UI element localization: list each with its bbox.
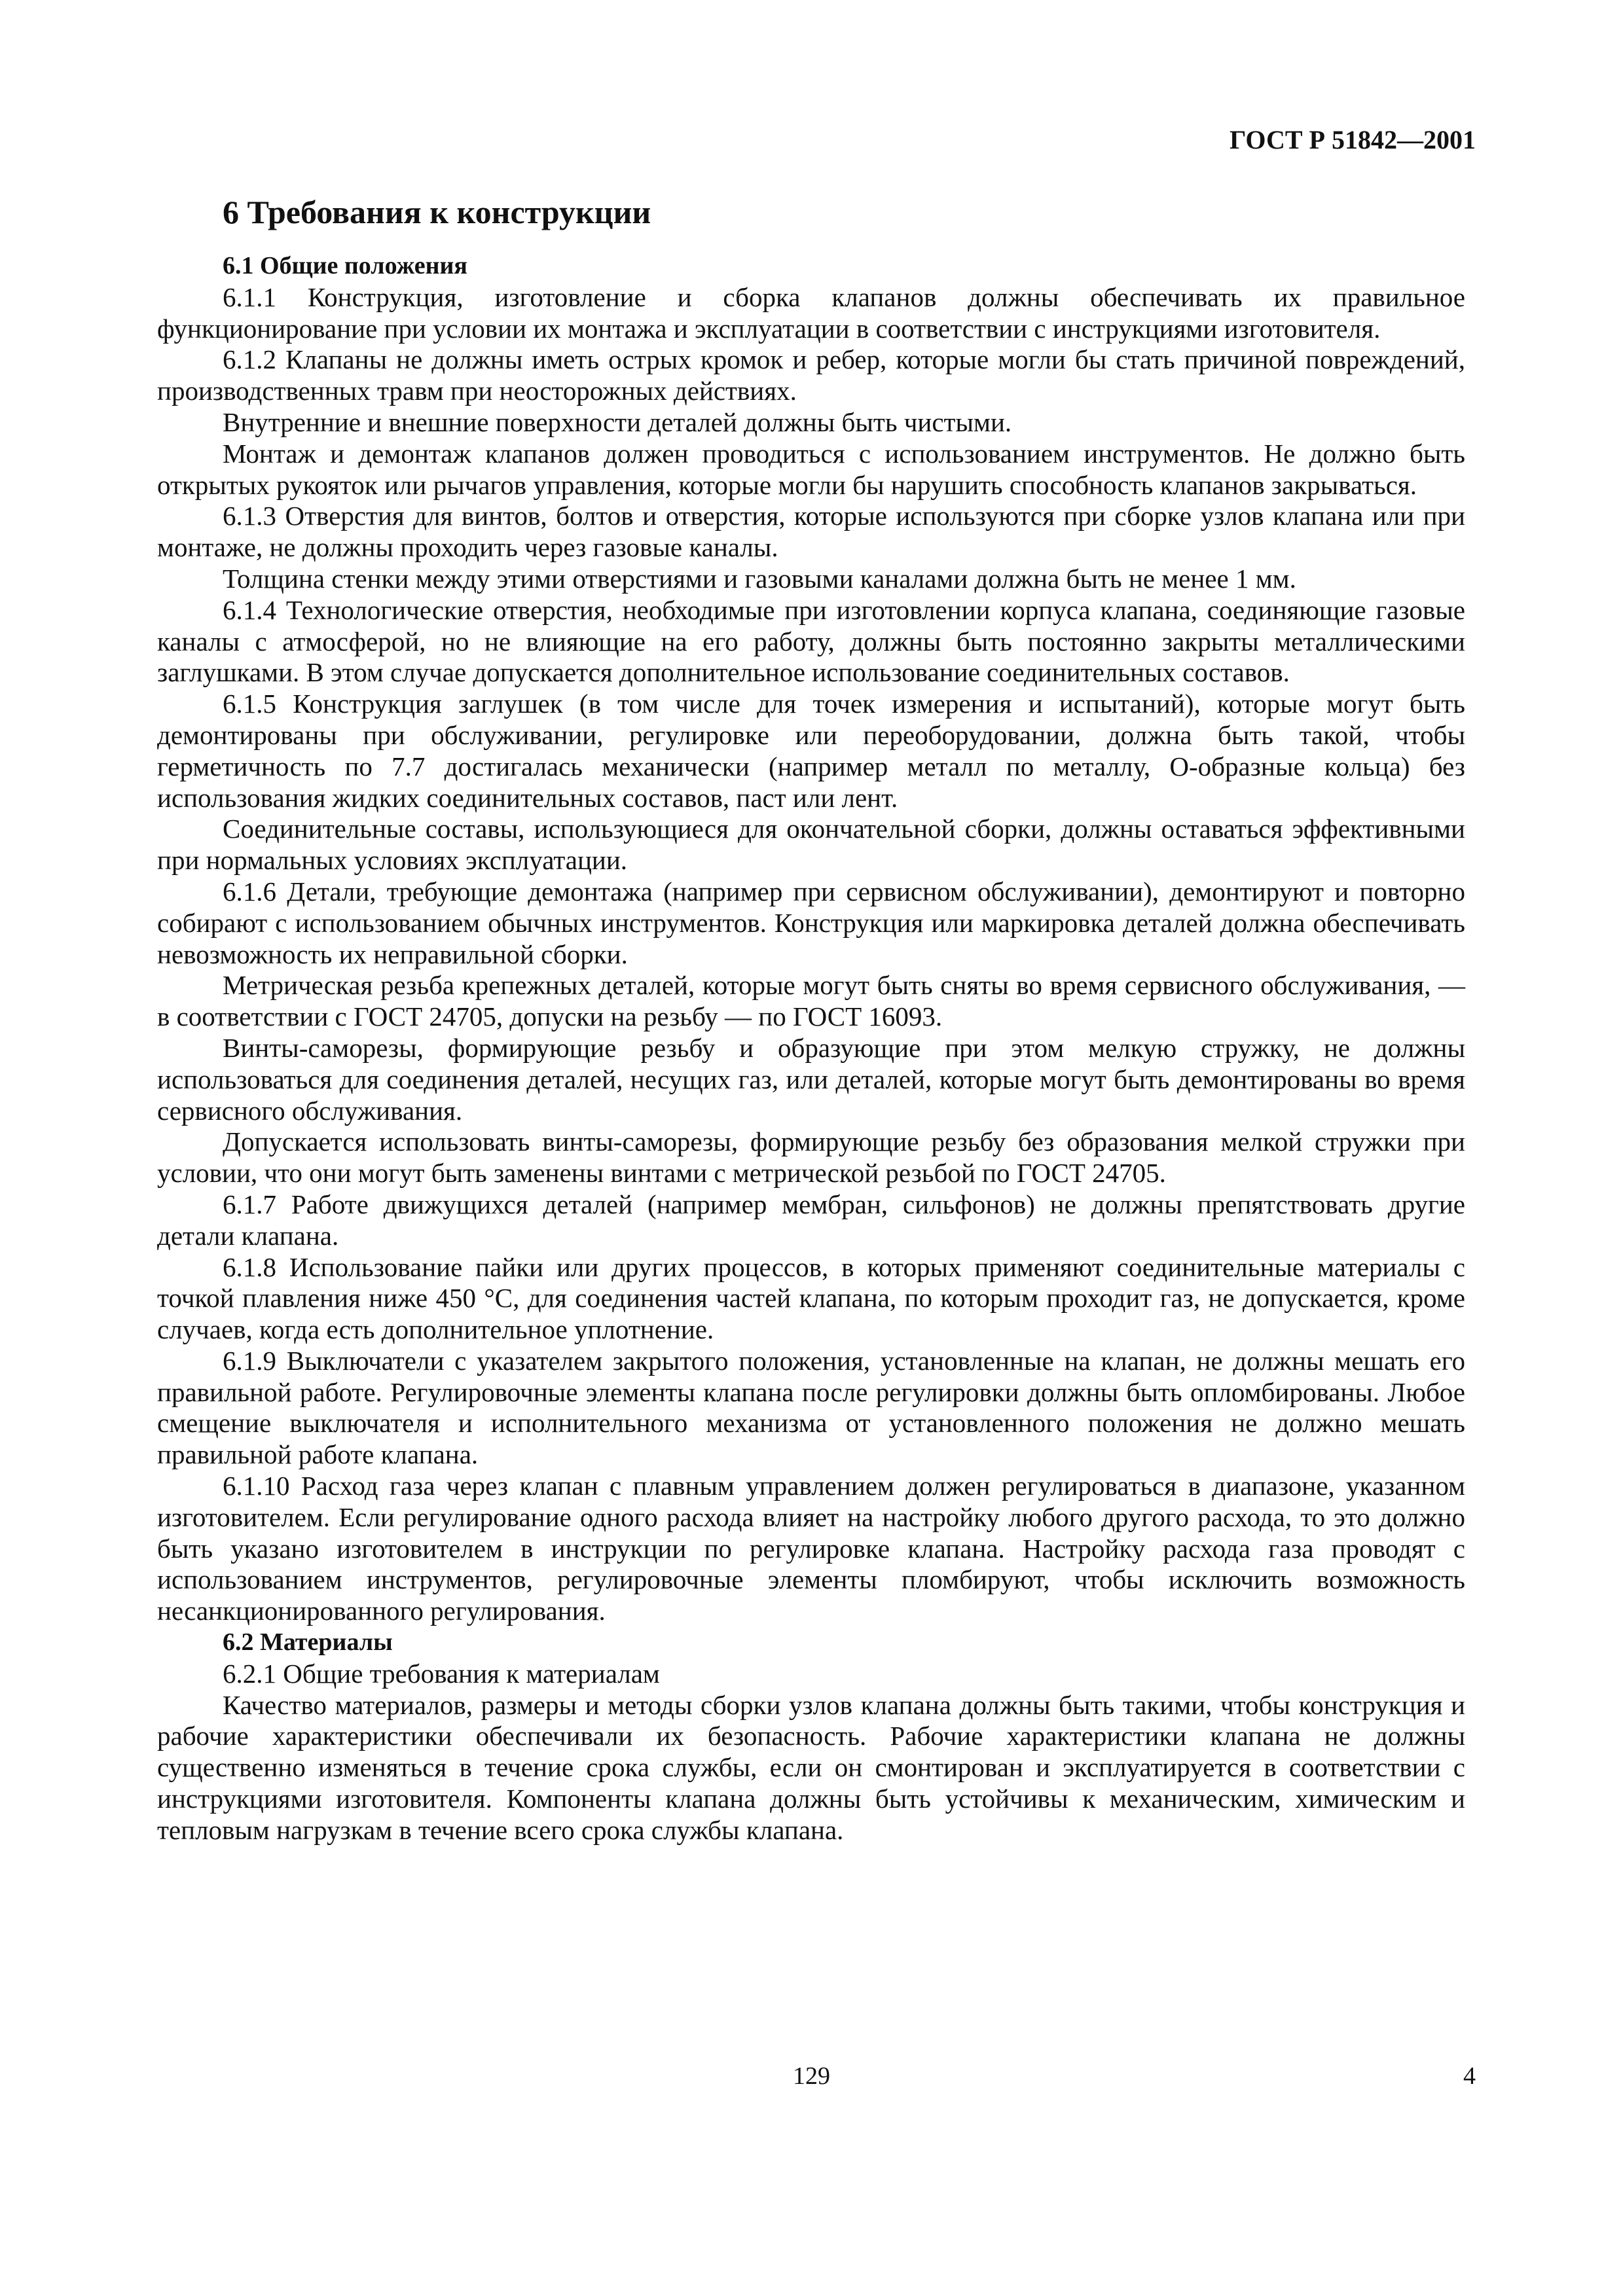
paragraph: Качество материалов, размеры и методы сборки узлов клапана должны быть такими, чтобы конструкция и рабочие характеристики обеспечивали их безопасность. Рабочие характеристики клапана не должны существенно изменяться в течение срока службы, если он смонтирован и эксплуатируется в соответствии с инструкциями изготовителя. Компоненты клапана должны быть устойчивы к механическим, химическим и тепловым нагрузкам в течение всего срока службы клапана. <box>157 1689 1465 1845</box>
paragraph: Внутренние и внешние поверхности деталей должны быть чистыми. <box>223 406 1012 437</box>
paragraph: 6.1.4 Технологические отверстия, необходимые при изготовлении корпуса клапана, соединяющие газовые каналы с атмосферой, но не влияющие на его работу, должны быть постоянно закрыты металлическими заглушками. В этом случае допускается дополнительное использование соединительных составов. <box>157 594 1465 688</box>
paragraph: Метрическая резьба крепежных деталей, которые могут быть сняты во время сервисного обслуживания, — в соответствии с ГОСТ 24705, допуски на резьбу — по ГОСТ 16093. <box>157 970 1465 1032</box>
document-body <box>157 191 1465 1846</box>
paragraph: 6.2.1 Общие требования к материалам <box>223 1658 660 1689</box>
paragraph: 6.1.3 Отверстия для винтов, болтов и отверстия, которые используются при сборке узлов клапана или при монтаже, не должны проходить через газовые каналы. <box>157 501 1465 563</box>
document-code: ГОСТ Р 51842—2001 <box>1229 125 1476 154</box>
paragraph: 6.1.8 Использование пайки или других процессов, в которых применяют соединительные материалы с точкой плавления ниже 450 °С, для соединения частей клапана, по которым проходит газ, не допускается, кроме случаев, когда есть дополнительное уплотнение. <box>157 1251 1465 1345</box>
paragraph: Винты-саморезы, формирующие резьбу и образующие при этом мелкую стружку, не должны использоваться для соединения деталей, несущих газ, или деталей, которые могут быть демонтированы во время сервисного обслуживания. <box>157 1032 1465 1126</box>
subsection-title: 6.2 Материалы <box>223 1628 393 1657</box>
paragraph: 6.1.10 Расход газа через клапан с плавным управлением должен регулироваться в диапазоне, указанном изготовителем. Если регулирование одного расхода влияет на настройку любого другого расхода, то это должно быть указано изготовителем в инструкции по регулировке клапана. Настройку расхода газа проводят с использованием инструментов, регулировочные элементы пломбируют, чтобы исключить возможность несанкционированного регулирования. <box>157 1471 1465 1626</box>
paragraph: Толщина стенки между этими отверстиями и газовыми каналами должна быть не менее 1 мм. <box>223 563 1296 594</box>
paragraph: 6.1.9 Выключатели с указателем закрытого положения, установленные на клапан, не должны мешать его правильной работе. Регулировочные элементы клапана после регулировки должны быть опломбированы. Любое смещение выключателя и исполнительного механизма от установленного положения не должно мешать правильной работе клапана. <box>157 1345 1465 1470</box>
paragraph: 6.1.7 Работе движущихся деталей (например мембран, сильфонов) не должны препятствовать другие детали клапана. <box>157 1189 1465 1251</box>
paragraph: 6.1.5 Конструкция заглушек (в том числе для точек измерения и испытаний), которые могут быть демонтированы при обслуживании, регулировке или переоборудовании, должна быть такой, чтобы герметичность по 7.7 достигалась механически (например металл по металлу, О-образные кольца) без использования жидких соединительных составов, паст или лент. <box>157 689 1465 813</box>
paragraph: 6.1.2 Клапаны не должны иметь острых кромок и ребер, которые могли бы стать причиной повреждений, производственных травм при неосторожных действиях. <box>157 344 1465 406</box>
subsection-title: 6.1 Общие положения <box>223 252 467 279</box>
paragraph: Соединительные составы, использующиеся для окончательной сборки, должны оставаться эффективными при нормальных условиях эксплуатации. <box>157 814 1465 876</box>
paragraph: Монтаж и демонтаж клапанов должен проводиться с использованием инструментов. Не должно быть открытых рукояток или рычагов управления, которые могли бы нарушить способность клапанов закрываться. <box>157 438 1465 500</box>
page-number: 129 <box>793 2062 830 2090</box>
sheet-number: 4 <box>1463 2062 1476 2090</box>
paragraph: Допускается использовать винты-саморезы, формирующие резьбу без образования мелкой стружки при условии, что они могут быть заменены винтами с метрической резьбой по ГОСТ 24705. <box>157 1126 1465 1189</box>
paragraph: 6.1.1 Конструкция, изготовление и сборка клапанов должны обеспечивать их правильное функционирование при условии их монтажа и эксплуатации в соответствии с инструкциями изготовителя. <box>157 281 1465 344</box>
paragraph: 6.1.6 Детали, требующие демонтажа (например при сервисном обслуживании), демонтируют и повторно собирают с использованием обычных инструментов. Конструкция или маркировка деталей должна обеспечивать невозможность их неправильной сборки. <box>157 876 1465 969</box>
section-title: 6 Требования к конструкции <box>223 194 651 230</box>
